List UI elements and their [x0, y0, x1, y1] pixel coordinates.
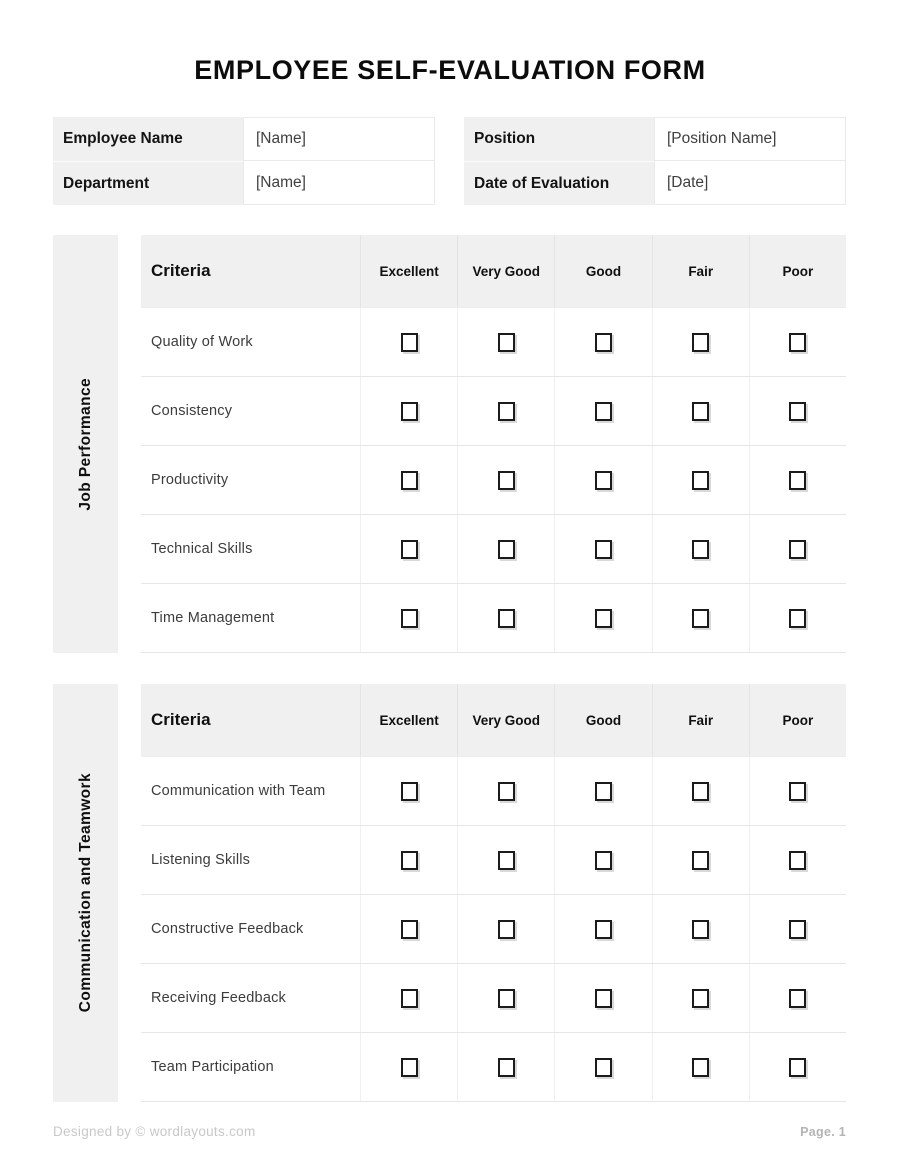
rating-cell: [457, 964, 554, 1032]
rating-cell: [554, 515, 651, 583]
rating-checkbox[interactable]: [401, 989, 418, 1008]
rating-table: [141, 684, 846, 1102]
rating-cell: [652, 757, 749, 825]
date-of-evaluation-label: Date of Evaluation: [464, 161, 654, 205]
rating-checkbox[interactable]: [789, 851, 806, 870]
rating-checkbox[interactable]: [789, 609, 806, 628]
rating-checkbox[interactable]: [692, 782, 709, 801]
rating-cell: [457, 584, 554, 652]
rating-cell: [360, 584, 457, 652]
rating-cell: [457, 757, 554, 825]
rating-column-header: Good: [554, 684, 651, 756]
criteria-label: Quality of Work: [151, 334, 253, 350]
criteria-row: [141, 446, 846, 515]
rating-checkbox[interactable]: [401, 920, 418, 939]
rating-checkbox[interactable]: [401, 609, 418, 628]
rating-cell: [457, 826, 554, 894]
rating-column-header: Excellent: [360, 235, 457, 307]
rating-cell: [360, 895, 457, 963]
section-title-vertical: [53, 235, 118, 653]
criteria-label: Productivity: [151, 472, 229, 488]
employee-info-row: [53, 117, 846, 205]
rating-checkbox[interactable]: [595, 609, 612, 628]
designed-by-credit: Designed by © wordlayouts.com: [53, 1124, 256, 1139]
rating-checkbox[interactable]: [789, 989, 806, 1008]
rating-cell: [749, 446, 846, 514]
rating-checkbox[interactable]: [595, 851, 612, 870]
rating-checkbox[interactable]: [401, 851, 418, 870]
employee-info-table-left: [53, 117, 435, 205]
rating-checkbox[interactable]: [498, 989, 515, 1008]
rating-checkbox[interactable]: [595, 333, 612, 352]
rating-checkbox[interactable]: [595, 402, 612, 421]
rating-checkbox[interactable]: [789, 782, 806, 801]
rating-table: [141, 235, 846, 653]
section-job-performance: [53, 235, 900, 653]
rating-cell: [554, 757, 651, 825]
rating-checkbox[interactable]: [498, 782, 515, 801]
criteria-row: [141, 308, 846, 377]
rating-cell: [652, 584, 749, 652]
department-label: Department: [53, 161, 243, 205]
rating-checkbox[interactable]: [789, 402, 806, 421]
rating-cell: [457, 308, 554, 376]
rating-cell: [360, 446, 457, 514]
rating-column-header: Fair: [652, 684, 749, 756]
rating-checkbox[interactable]: [595, 920, 612, 939]
rating-cell: [360, 757, 457, 825]
rating-cell: [554, 446, 651, 514]
rating-table-body: [141, 308, 846, 653]
rating-checkbox[interactable]: [692, 851, 709, 870]
page-title: EMPLOYEE SELF-EVALUATION FORM: [194, 55, 706, 85]
rating-cell: [554, 377, 651, 445]
rating-cell: [360, 308, 457, 376]
rating-cell: [749, 757, 846, 825]
rating-checkbox[interactable]: [692, 471, 709, 490]
rating-checkbox[interactable]: [595, 989, 612, 1008]
rating-cell: [749, 1033, 846, 1101]
rating-checkbox[interactable]: [692, 989, 709, 1008]
rating-checkbox[interactable]: [692, 402, 709, 421]
rating-checkbox[interactable]: [595, 782, 612, 801]
rating-cell: [554, 826, 651, 894]
section-title-vertical: [53, 684, 118, 1102]
department-field[interactable]: [Name]: [243, 161, 435, 205]
rating-table-body: [141, 757, 846, 1102]
rating-cell: [749, 826, 846, 894]
rating-checkbox[interactable]: [401, 540, 418, 559]
rating-cell: [554, 1033, 651, 1101]
rating-checkbox[interactable]: [498, 540, 515, 559]
criteria-label: Listening Skills: [151, 852, 251, 868]
info-line: [53, 161, 435, 205]
criteria-column-header: Criteria: [151, 710, 211, 729]
rating-table-header: [141, 235, 846, 308]
rating-checkbox[interactable]: [401, 471, 418, 490]
rating-checkbox[interactable]: [401, 402, 418, 421]
rating-cell: [652, 895, 749, 963]
rating-checkbox[interactable]: [692, 609, 709, 628]
criteria-row: [141, 895, 846, 964]
rating-checkbox[interactable]: [498, 609, 515, 628]
employee-name-label: Employee Name: [53, 117, 243, 161]
criteria-row: [141, 964, 846, 1033]
criteria-label: Constructive Feedback: [151, 921, 304, 937]
info-line: [464, 117, 846, 161]
page-footer: [53, 1124, 846, 1139]
rating-cell: [457, 446, 554, 514]
rating-cell: [749, 308, 846, 376]
criteria-row: [141, 1033, 846, 1102]
rating-cell: [457, 1033, 554, 1101]
rating-checkbox[interactable]: [789, 471, 806, 490]
rating-cell: [554, 964, 651, 1032]
rating-checkbox[interactable]: [692, 540, 709, 559]
rating-cell: [360, 826, 457, 894]
rating-checkbox[interactable]: [789, 1058, 806, 1077]
rating-checkbox[interactable]: [595, 471, 612, 490]
section-title-text: Job Performance: [76, 377, 94, 511]
rating-cell: [652, 308, 749, 376]
rating-cell: [652, 446, 749, 514]
rating-cell: [554, 584, 651, 652]
rating-checkbox[interactable]: [789, 920, 806, 939]
rating-checkbox[interactable]: [498, 851, 515, 870]
rating-checkbox[interactable]: [595, 1058, 612, 1077]
rating-cell: [457, 377, 554, 445]
rating-column-header: Poor: [749, 235, 846, 307]
rating-column-header: Fair: [652, 235, 749, 307]
rating-column-header: Excellent: [360, 684, 457, 756]
criteria-label: Technical Skills: [151, 541, 253, 557]
criteria-label: Consistency: [151, 403, 233, 419]
rating-cell: [749, 964, 846, 1032]
employee-info-table-right: [464, 117, 846, 205]
info-line: [464, 161, 846, 205]
rating-cell: [652, 515, 749, 583]
rating-cell: [457, 515, 554, 583]
rating-checkbox[interactable]: [401, 333, 418, 352]
section-title-text: Communication and Teamwork: [76, 773, 94, 1013]
rating-cell: [749, 377, 846, 445]
rating-checkbox[interactable]: [498, 402, 515, 421]
criteria-label: Time Management: [151, 610, 275, 626]
criteria-row: [141, 757, 846, 826]
criteria-column-header: Criteria: [151, 261, 211, 280]
criteria-label: Receiving Feedback: [151, 990, 286, 1006]
criteria-row: [141, 584, 846, 653]
rating-checkbox[interactable]: [401, 1058, 418, 1077]
rating-checkbox[interactable]: [692, 1058, 709, 1077]
rating-cell: [652, 826, 749, 894]
date-of-evaluation-field[interactable]: [Date]: [654, 161, 846, 205]
criteria-row: [141, 826, 846, 895]
criteria-row: [141, 515, 846, 584]
rating-cell: [360, 377, 457, 445]
section-communication-teamwork: [53, 684, 900, 1102]
rating-cell: [554, 308, 651, 376]
position-label: Position: [464, 117, 654, 161]
rating-checkbox[interactable]: [789, 540, 806, 559]
rating-table-header: [141, 684, 846, 757]
rating-checkbox[interactable]: [498, 333, 515, 352]
rating-cell: [749, 895, 846, 963]
rating-checkbox[interactable]: [595, 540, 612, 559]
criteria-label: Team Participation: [151, 1059, 274, 1075]
rating-column-header: Very Good: [457, 235, 554, 307]
rating-checkbox[interactable]: [498, 1058, 515, 1077]
rating-checkbox[interactable]: [692, 333, 709, 352]
position-field[interactable]: [Position Name]: [654, 117, 846, 161]
rating-checkbox[interactable]: [498, 471, 515, 490]
rating-cell: [457, 895, 554, 963]
rating-cell: [554, 895, 651, 963]
employee-name-field[interactable]: [Name]: [243, 117, 435, 161]
rating-cell: [749, 584, 846, 652]
rating-checkbox[interactable]: [789, 333, 806, 352]
rating-cell: [360, 515, 457, 583]
rating-cell: [652, 1033, 749, 1101]
rating-cell: [652, 377, 749, 445]
rating-column-header: Very Good: [457, 684, 554, 756]
rating-checkbox[interactable]: [401, 782, 418, 801]
criteria-label: Communication with Team: [151, 783, 326, 799]
criteria-row: [141, 377, 846, 446]
rating-cell: [360, 964, 457, 1032]
rating-cell: [360, 1033, 457, 1101]
rating-checkbox[interactable]: [692, 920, 709, 939]
info-line: [53, 117, 435, 161]
page-number: Page. 1: [800, 1125, 846, 1139]
rating-column-header: Poor: [749, 684, 846, 756]
rating-cell: [749, 515, 846, 583]
rating-cell: [652, 964, 749, 1032]
rating-checkbox[interactable]: [498, 920, 515, 939]
rating-column-header: Good: [554, 235, 651, 307]
